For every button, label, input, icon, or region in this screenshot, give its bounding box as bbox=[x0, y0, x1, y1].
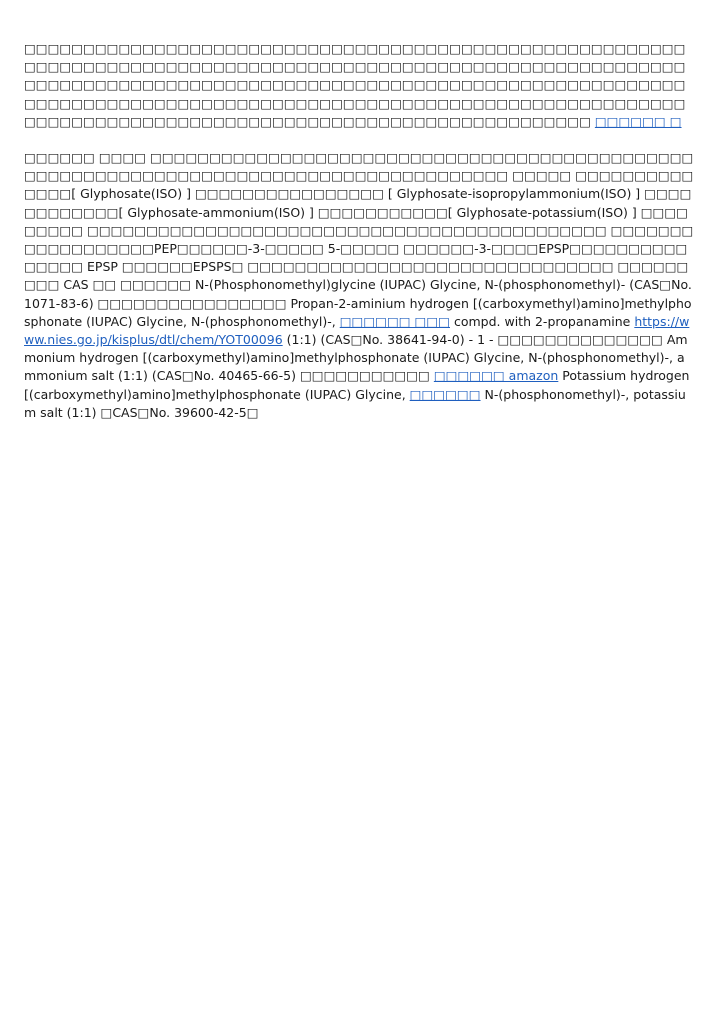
intro-link[interactable]: □□□□□□ □ bbox=[594, 113, 682, 129]
amazon-link[interactable]: □□□□□□ amazon bbox=[433, 368, 559, 384]
text-segment-5: N-(phosphonomethyl)-, potassium salt (1:1) □CAS□No. 39600-42-5□ bbox=[24, 386, 686, 420]
inline-link-1[interactable]: □□□□□□ □□□ bbox=[339, 313, 450, 329]
inline-link-4[interactable]: □□□□□□ bbox=[409, 386, 481, 402]
paragraph-glyphosate bbox=[24, 149, 696, 422]
text-segment-1: □□□□□□ □□□□ □□□□□□□□□□□□□□□□□□□□□□□□□□□□□□□□□□□□□□□□□□□□□□□□□□□□□□□□□□□□□□□□□□□□□□□□□□□□□□□□□□□□□□□ □□□□□ □□□□□□□□□□□□□□[ Glyphosate(ISO) ] □□□□□□□□□□□□□□□□ [ Glyphosate-isopropylammonium(ISO) ] □□□□□□□□□□□□[ Glyphosate-ammonium(ISO) ] □□□□□□□□□□□[ Glyphosate-potassium(ISO) ] □□□□ □□□□□ □□□□□□□□□□□□□□□□□□□□□□□□□□□□□□□□□□□□□□□□□□□□ □□□□□□□□□□□□□□□□□□PEP□□□□□□-3-□□□□□ 5-□□□□□ □□□□□□-3-□□□□EPSP□□□□□□□□□□□□□□□ EPSP □□□□□□EPSPS□ □□□□□□□□□□□□□□□□□□□□□□□□□□□□□□□ □□□□□□□□□ CAS □□ □□□□□□ N-(Phosphonomethyl)glycine (IUPAC) Glycine, N-(phosphonomethyl)- (CAS□No. 1071-83-6) □□□□□□□□□□□□□□□□ Propan-2-aminium hydrogen [(carboxymethyl)amino]methylphosphonate (IUPAC) Glycine, N-(phosphonomethyl)-, bbox=[24, 150, 694, 329]
text-segment-3: (1:1) (CAS□No. 38641-94-0) - 1 - □□□□□□□□□□□□□□ Ammonium hydrogen [(carboxymethyl)amino]methylphosphonate (IUPAC) Glycine, N-(phosphonomethyl)-, ammonium salt (1:1) (CAS□No. 40465-66-5) □□□□□□□□□□□ bbox=[24, 332, 688, 384]
text-segment-4: Potassium hydrogen [(carboxymethyl)amino]methylphosphonate (IUPAC) Glycine, bbox=[24, 368, 690, 402]
paragraph-intro bbox=[24, 40, 696, 131]
text-segment-2: compd. with 2-propanamine bbox=[450, 313, 635, 329]
paragraph-intro-text: □□□□□□□□□□□□□□□□□□□□□□□□□□□□□□□□□□□□□□□□□□□□□□□□□□□□□□□□□□□□□□□□□□□□□□□□□□□□□□□□□□□□□□□□□□□□□□□□□□□□□□□□□□□□□□□□□□□□□□□□□□□□□□□□□□□□□□□□□□□□□□□□□□□□□□□□□□□□□□□□□□□□□□□□□□□□□□□□□□□□□□□□□□□□□□□□□□□□□□□□□□□□□□□□□□□□□□□□□□□□□□□□□□□□□□□□□□□□□□□□□□□□□□□□□□□□□□□□□□□□□□□□□□□□□□□□ bbox=[24, 41, 686, 129]
nies-url-link[interactable]: https://www.nies.go.jp/kisplus/dtl/chem/YOT00096 bbox=[24, 313, 690, 348]
